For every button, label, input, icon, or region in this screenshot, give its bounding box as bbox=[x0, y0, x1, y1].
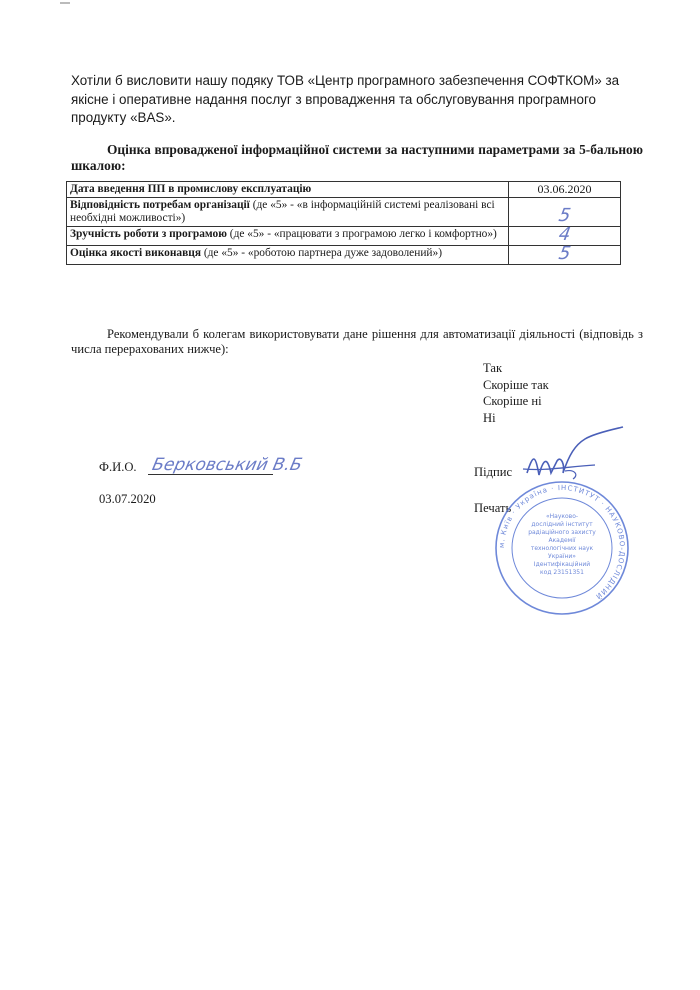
thanks-paragraph bbox=[71, 72, 643, 128]
table-row bbox=[67, 198, 621, 227]
seal-line: радіаційного захисту bbox=[528, 529, 596, 536]
row-label bbox=[67, 246, 509, 265]
table-row bbox=[67, 227, 621, 246]
seal-line: України» bbox=[548, 553, 576, 560]
evaluation-heading: Оцінка впровадженої інформаційної системи за наступними параметрами за 5-бальною шкалою: bbox=[71, 142, 643, 173]
row-value: 03.06.2020 bbox=[509, 182, 621, 198]
thanks-product: BAS bbox=[137, 110, 165, 125]
row-label-rest: (де «5» - «працювати з програмою легко і комфортно») bbox=[226, 228, 497, 240]
thanks-text-1: Хотіли б висловити нашу подяку ТОВ «Центр програмного забезпечення СОФТКОМ» за якісне і оперативне надання послуг з впровадження та обслуговування програмного продукту « bbox=[71, 73, 620, 125]
fio-label: Ф.И.О. bbox=[99, 460, 137, 474]
seal-line: технологічних наук bbox=[530, 545, 594, 552]
handwritten-name-text: Берковський В.Б bbox=[150, 455, 304, 475]
answer-option: Скоріше так bbox=[483, 377, 549, 392]
seal-line: дослідний інститут bbox=[531, 521, 593, 528]
row-label-bold: Дата введення ПП в промислову експлуатацію bbox=[70, 183, 312, 195]
row-value bbox=[509, 198, 621, 227]
seal-outer-text: м. Київ · Україна · ІНСТИТУТ · НАУКОВО-ДОСЛІДНИЙ bbox=[497, 483, 627, 601]
row-label bbox=[67, 182, 509, 198]
row-label bbox=[67, 227, 509, 246]
thanks-text-2: ». bbox=[164, 110, 176, 125]
seal-line: код 23151351 bbox=[540, 569, 584, 576]
scan-mark bbox=[60, 2, 70, 4]
seal-line: Ідентифікаційний bbox=[533, 561, 591, 568]
row-label-rest: (де «5» - «в інформаційній системі реалізовані всі необхідні можливості») bbox=[70, 199, 495, 224]
seal-line: Академії bbox=[548, 537, 576, 544]
answer-option: Ні bbox=[483, 410, 496, 425]
row-label-bold: Відповідність потребам організації bbox=[70, 199, 250, 211]
handwritten-score: 5 bbox=[556, 205, 573, 226]
seal-label: Печать bbox=[474, 501, 512, 515]
official-seal bbox=[482, 478, 642, 618]
row-label bbox=[67, 198, 509, 227]
handwritten-score: 5 bbox=[556, 243, 573, 264]
answer-option: Скоріше ні bbox=[483, 394, 542, 408]
seal-line: «Науково- bbox=[545, 513, 579, 520]
handwritten-score: 4 bbox=[556, 224, 573, 245]
answer-option: Так bbox=[483, 361, 503, 375]
fio-underline bbox=[148, 474, 273, 475]
row-value bbox=[509, 243, 621, 265]
signature-label: Підпис bbox=[474, 465, 513, 479]
row-label-bold: Оцінка якості виконавця bbox=[70, 247, 201, 259]
row-label-bold: Зручність роботи з програмою bbox=[70, 228, 227, 240]
table-row bbox=[67, 182, 621, 198]
rating-table bbox=[66, 181, 621, 265]
answer-options bbox=[483, 360, 549, 426]
document-date: 03.07.2020 bbox=[99, 492, 156, 506]
row-label-rest: (де «5» - «роботою партнера дуже задоволений») bbox=[200, 247, 442, 259]
recommend-paragraph: Рекомендували б колегам використовувати дане рішення для автоматизації діяльності (відповідь з числа перерахованих нижче): bbox=[71, 327, 643, 356]
table-row bbox=[67, 246, 621, 265]
